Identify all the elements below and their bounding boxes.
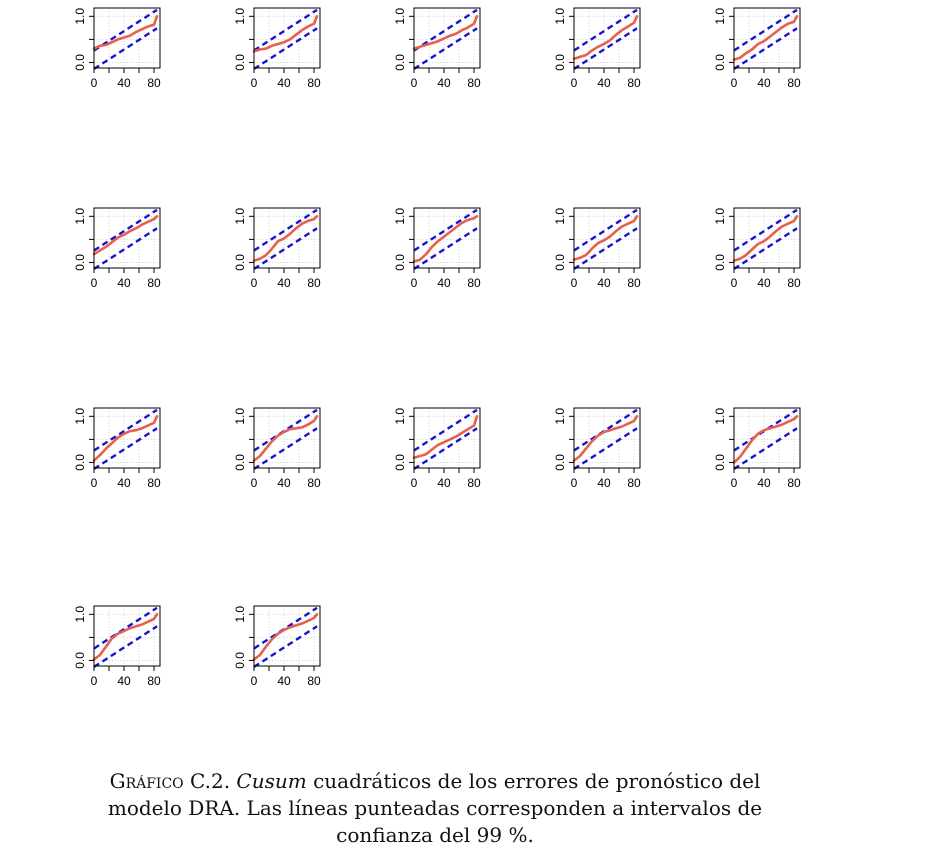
caption-line1-rest: cuadráticos de los errores de pronóstico del bbox=[313, 769, 761, 793]
cusum-series-line bbox=[734, 16, 797, 59]
plot-frame bbox=[254, 408, 320, 468]
y-tick-label: 0.0 bbox=[393, 54, 407, 71]
cusum-series-line bbox=[574, 16, 637, 59]
x-tick-label: 40 bbox=[757, 476, 771, 490]
x-tick-label: 0 bbox=[410, 276, 418, 290]
plot-frame bbox=[94, 8, 160, 68]
y-tick-label: 1.0 bbox=[553, 407, 567, 425]
x-tick-label: 80 bbox=[467, 76, 481, 90]
cusum-panel bbox=[713, 408, 801, 490]
y-tick-label: 0.0 bbox=[393, 454, 407, 471]
y-tick-label: 0.0 bbox=[393, 254, 407, 271]
y-tick-label: 0.0 bbox=[233, 652, 247, 669]
y-tick-label: 1.0 bbox=[713, 7, 727, 25]
y-tick-label: 0.0 bbox=[73, 254, 87, 271]
x-tick-label: 40 bbox=[277, 276, 291, 290]
y-tick-label: 1.0 bbox=[73, 407, 87, 425]
y-tick-label: 1.0 bbox=[713, 407, 727, 425]
plot-frame bbox=[94, 408, 160, 468]
x-tick-label: 80 bbox=[307, 76, 321, 90]
y-tick-label: 0.0 bbox=[713, 54, 727, 71]
y-tick-label: 0.0 bbox=[73, 54, 87, 71]
cusum-series-line bbox=[574, 216, 637, 259]
confidence-bound-lower bbox=[254, 428, 317, 469]
confidence-bound-lower bbox=[734, 228, 797, 269]
y-tick-label: 0.0 bbox=[553, 454, 567, 471]
x-tick-label: 0 bbox=[410, 76, 418, 90]
y-tick-label: 0.0 bbox=[73, 652, 87, 669]
x-tick-label: 40 bbox=[117, 276, 131, 290]
plot-frame bbox=[734, 408, 800, 468]
confidence-bound-lower bbox=[574, 428, 637, 469]
plot-frame bbox=[254, 606, 320, 666]
confidence-bound-lower bbox=[574, 228, 637, 269]
x-tick-label: 0 bbox=[730, 476, 738, 490]
x-tick-label: 40 bbox=[117, 76, 131, 90]
cusum-panel bbox=[233, 208, 321, 290]
x-tick-label: 0 bbox=[570, 76, 578, 90]
y-tick-label: 0.0 bbox=[233, 54, 247, 71]
x-tick-label: 0 bbox=[410, 476, 418, 490]
x-tick-label: 40 bbox=[277, 674, 291, 688]
confidence-bound-lower bbox=[414, 28, 477, 69]
cusum-panel bbox=[233, 606, 321, 688]
x-tick-label: 0 bbox=[250, 276, 258, 290]
x-tick-label: 80 bbox=[307, 276, 321, 290]
plot-frame bbox=[574, 408, 640, 468]
x-tick-label: 0 bbox=[730, 76, 738, 90]
plot-frame bbox=[574, 8, 640, 68]
x-tick-label: 80 bbox=[627, 276, 641, 290]
cusum-series-line bbox=[94, 614, 157, 659]
x-tick-label: 40 bbox=[277, 76, 291, 90]
caption-line3: confianza del 99 %. bbox=[336, 823, 534, 847]
cusum-series-line bbox=[734, 216, 797, 260]
y-tick-label: 1.0 bbox=[713, 207, 727, 225]
x-tick-label: 40 bbox=[597, 276, 611, 290]
y-tick-label: 1.0 bbox=[73, 7, 87, 25]
x-tick-label: 40 bbox=[757, 276, 771, 290]
y-tick-label: 1.0 bbox=[233, 407, 247, 425]
y-tick-label: 1.0 bbox=[73, 207, 87, 225]
plot-frame bbox=[414, 408, 480, 468]
y-tick-label: 1.0 bbox=[553, 207, 567, 225]
y-tick-label: 0.0 bbox=[73, 454, 87, 471]
plot-frame bbox=[254, 8, 320, 68]
x-tick-label: 0 bbox=[250, 476, 258, 490]
cusum-series-line bbox=[254, 216, 317, 260]
cusum-panel bbox=[73, 408, 161, 490]
caption-label: Gráfico bbox=[109, 769, 184, 793]
cusum-panel bbox=[713, 8, 801, 90]
y-tick-label: 1.0 bbox=[233, 207, 247, 225]
x-tick-label: 80 bbox=[787, 276, 801, 290]
x-tick-label: 0 bbox=[90, 476, 98, 490]
caption-term: Cusum bbox=[236, 769, 307, 793]
x-tick-label: 80 bbox=[787, 76, 801, 90]
cusum-panel bbox=[73, 606, 161, 688]
x-tick-label: 0 bbox=[90, 76, 98, 90]
x-tick-label: 80 bbox=[627, 476, 641, 490]
y-tick-label: 1.0 bbox=[393, 407, 407, 425]
confidence-bound-lower bbox=[254, 228, 317, 269]
cusum-panel bbox=[73, 208, 161, 290]
x-tick-label: 40 bbox=[437, 276, 451, 290]
cusum-panel bbox=[233, 408, 321, 490]
cusum-panel bbox=[553, 208, 641, 290]
plot-frame bbox=[94, 208, 160, 268]
x-tick-label: 40 bbox=[757, 76, 771, 90]
cusum-panel bbox=[393, 408, 481, 490]
x-tick-label: 80 bbox=[307, 674, 321, 688]
x-tick-label: 80 bbox=[307, 476, 321, 490]
cusum-panel bbox=[393, 208, 481, 290]
y-tick-label: 1.0 bbox=[233, 7, 247, 25]
cusum-panel bbox=[713, 208, 801, 290]
x-tick-label: 80 bbox=[787, 476, 801, 490]
x-tick-label: 40 bbox=[437, 76, 451, 90]
x-tick-label: 40 bbox=[597, 476, 611, 490]
x-tick-label: 80 bbox=[467, 476, 481, 490]
figure-caption bbox=[100, 768, 770, 849]
y-tick-label: 1.0 bbox=[553, 7, 567, 25]
x-tick-label: 0 bbox=[250, 76, 258, 90]
x-tick-label: 40 bbox=[117, 674, 131, 688]
x-tick-label: 40 bbox=[437, 476, 451, 490]
plot-frame bbox=[94, 606, 160, 666]
y-tick-label: 0.0 bbox=[233, 454, 247, 471]
y-tick-label: 1.0 bbox=[73, 605, 87, 623]
cusum-panel bbox=[73, 8, 161, 90]
y-tick-label: 0.0 bbox=[233, 254, 247, 271]
cusum-series-line bbox=[414, 416, 477, 458]
cusum-series-line bbox=[254, 614, 317, 659]
cusum-panel bbox=[553, 408, 641, 490]
y-tick-label: 0.0 bbox=[553, 254, 567, 271]
confidence-bound-lower bbox=[94, 626, 157, 667]
cusum-panel bbox=[393, 8, 481, 90]
x-tick-label: 80 bbox=[147, 476, 161, 490]
plot-frame bbox=[414, 208, 480, 268]
y-tick-label: 0.0 bbox=[713, 254, 727, 271]
caption-line2: modelo DRA. Las líneas punteadas corresponden a intervalos de bbox=[107, 796, 763, 820]
x-tick-label: 0 bbox=[730, 276, 738, 290]
x-tick-label: 40 bbox=[597, 76, 611, 90]
x-tick-label: 0 bbox=[250, 674, 258, 688]
y-tick-label: 0.0 bbox=[713, 454, 727, 471]
x-tick-label: 0 bbox=[570, 276, 578, 290]
confidence-bound-lower bbox=[254, 626, 317, 667]
confidence-bound-lower bbox=[734, 28, 797, 69]
x-tick-label: 0 bbox=[570, 476, 578, 490]
plot-frame bbox=[254, 208, 320, 268]
y-tick-label: 1.0 bbox=[233, 605, 247, 623]
x-tick-label: 40 bbox=[277, 476, 291, 490]
x-tick-label: 0 bbox=[90, 276, 98, 290]
x-tick-label: 80 bbox=[147, 76, 161, 90]
x-tick-label: 0 bbox=[90, 674, 98, 688]
cusum-series-line bbox=[414, 216, 477, 261]
x-tick-label: 80 bbox=[147, 674, 161, 688]
x-tick-label: 80 bbox=[147, 276, 161, 290]
confidence-bound-lower bbox=[94, 28, 157, 69]
confidence-bound-lower bbox=[734, 428, 797, 469]
cusum-series-line bbox=[94, 416, 157, 460]
caption-number: C.2. bbox=[190, 769, 231, 793]
cusum-panel bbox=[553, 8, 641, 90]
y-tick-label: 1.0 bbox=[393, 207, 407, 225]
cusum-series-line bbox=[254, 416, 317, 460]
y-tick-label: 1.0 bbox=[393, 7, 407, 25]
confidence-bound-lower bbox=[414, 428, 477, 469]
cusum-panel bbox=[233, 8, 321, 90]
cusum-series-line bbox=[574, 416, 637, 460]
x-tick-label: 80 bbox=[627, 76, 641, 90]
x-tick-label: 40 bbox=[117, 476, 131, 490]
x-tick-label: 80 bbox=[467, 276, 481, 290]
y-tick-label: 0.0 bbox=[553, 54, 567, 71]
confidence-bound-lower bbox=[574, 28, 637, 69]
